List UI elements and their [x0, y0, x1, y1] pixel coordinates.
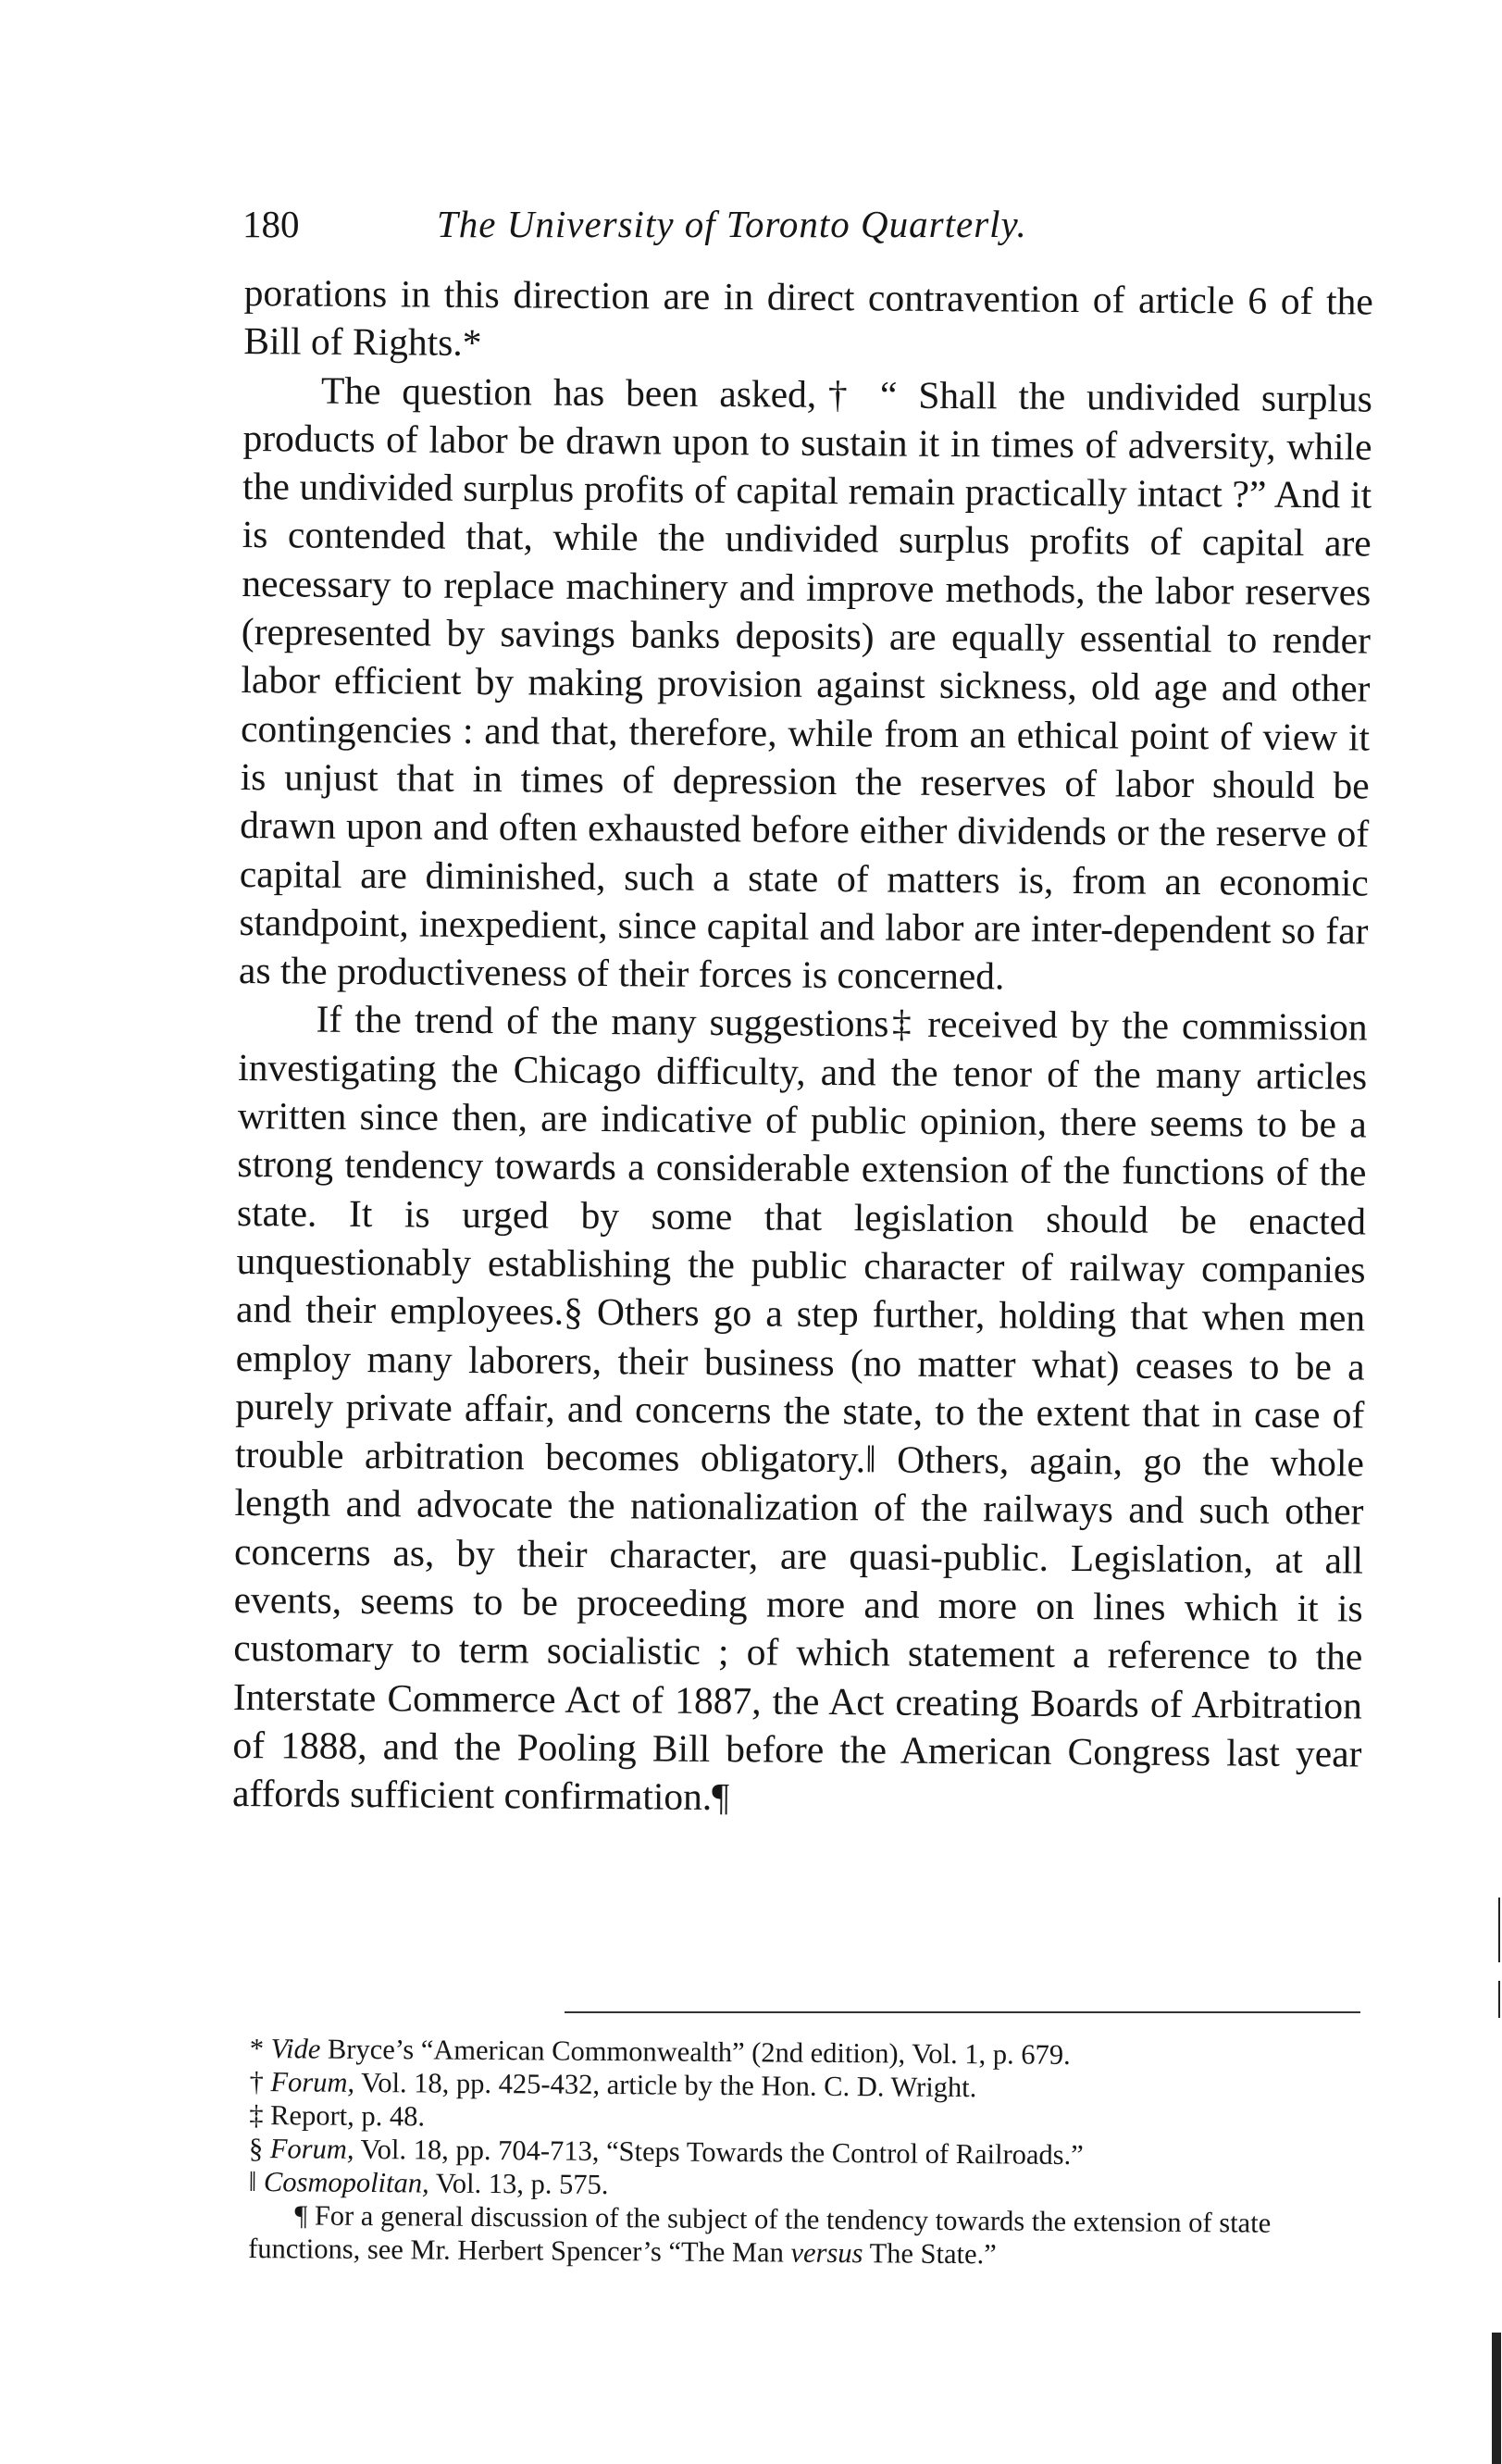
footnote-mark: *: [249, 2033, 265, 2065]
footnote-6: [248, 2198, 1341, 2273]
footnote-text: Report, p. 48.: [263, 2099, 426, 2133]
footnote-text: Vol. 18, pp. 704-713, “Steps Towards the Control of Railroads.”: [354, 2133, 1084, 2172]
footnote-mark: †: [249, 2065, 264, 2098]
footnote-tail: The State.”: [863, 2237, 997, 2271]
scan-edge-mark: [1498, 1981, 1500, 2018]
footnotes: [248, 2032, 1342, 2273]
scan-edge-mark: [1492, 2333, 1501, 2464]
footnote-rule: [565, 2011, 1360, 2013]
paragraph-surplus-question: The question has been asked,† “ Shall the undivided surplus products of labor be drawn upon to sustain it in times of adversity, while the undivided surplus profits of capital remain practically intact ?” And it is contended that, while the undivided surplus profits of capital are necessary to replace machinery and improve methods, the labor reserves (represented by savings banks deposits) are equally essential to render labor efficient by making provision against sickness, old age and other contingencies : and that, therefore, while from an ethical point of view it is unjust that in times of depression the reserves of labor should be drawn upon and often exhausted before either dividends or the reserve of capital are diminished, such a state of matters is, from an economic standpoint, inexpedient, since capital and labor are inter-dependent so far as the productiveness of their forces is concerned.: [238, 368, 1373, 998]
footnote-lead: Forum,: [270, 2066, 355, 2098]
body-text: [232, 268, 1373, 1826]
footnote-italic: versus: [790, 2236, 863, 2270]
footnote-text: Vol. 13, p. 575.: [428, 2167, 609, 2201]
footnote-lead: Vide: [270, 2033, 321, 2065]
page-number: 180: [242, 203, 300, 245]
scan-edge-mark: [1498, 1898, 1500, 1962]
footnote-text: For a general discussion of the subject of the tendency towards the extension of state functions, see Mr. Herbert Spencer’s “The Man: [248, 2199, 1272, 2269]
paragraph-continued: porations in this direction are in direct contravention of article 6 of the Bill of Rights.*: [243, 270, 1373, 365]
paragraph-state-functions: If the trend of the many suggestions‡ received by the commission investigating the Chicago difficulty, and the tenor of the many articles written since then, are indicative of public opinion, there seems to be a strong tendency towards a considerable extension of the functions of the state. It is urged by some that legislation should be enacted unquestionably establishing the public character of railway companies and their employees.§ Others go a step further, holding that when men employ many laborers, their business (no matter what) ceases to be a purely private affair, and concerns the state, to the extent that in case of trouble arbitration becomes obligatory.‖ Others, again, go the whole length and advocate the nationalization of the railways and such other concerns as, by their character, are quasi-public. Legislation, at all events, seems to be proceeding more and more on lines which it is customary to term socialistic ; of which statement a reference to the Interstate Commerce Act of 1887, the Act creating Boards of Arbitration of 1888, and the Pooling Bill before the American Congress last year affords sufficient confirmation.¶: [231, 998, 1368, 1819]
footnote-mark: ‡: [249, 2098, 264, 2132]
footnote-lead: Cosmopolitan,: [263, 2166, 429, 2199]
running-head: [242, 196, 1168, 252]
journal-title: The University of Toronto Quarterly.: [437, 203, 1027, 245]
footnote-mark: ‖: [248, 2165, 257, 2198]
footnote-lead: Forum,: [269, 2133, 354, 2165]
footnote-mark: ¶: [294, 2199, 308, 2232]
footnote-text: Vol. 18, pp. 425-432, article by the Hon. C. D. Wright.: [354, 2066, 977, 2104]
footnote-text: Bryce’s “American Commonwealth” (2nd edition), Vol. 1, p. 679.: [320, 2033, 1071, 2071]
footnote-mark: §: [248, 2132, 264, 2165]
